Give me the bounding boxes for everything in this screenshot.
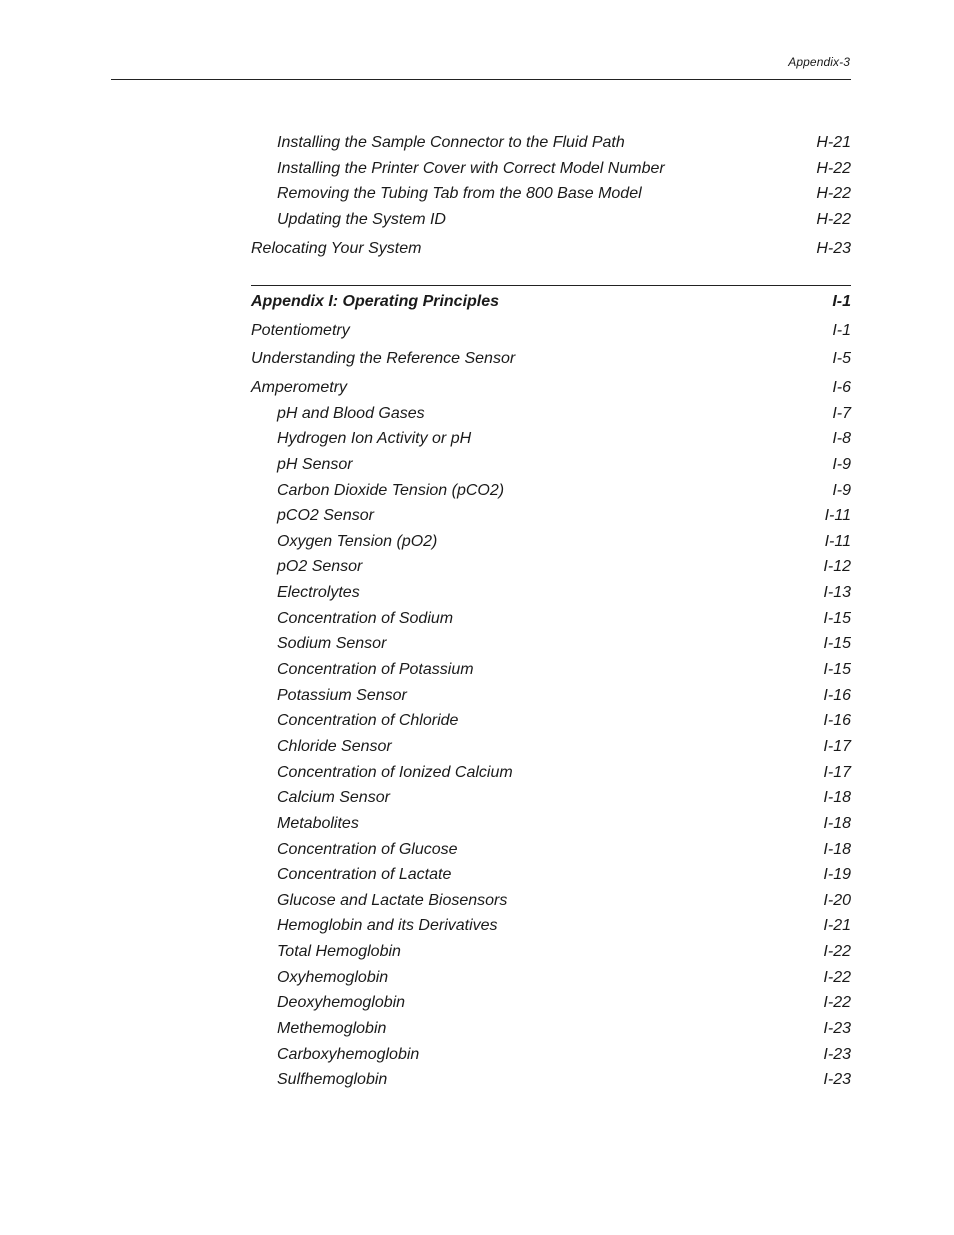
toc-entry-title: Glucose and Lactate Biosensors: [277, 892, 508, 909]
toc-entry[interactable]: [251, 891, 851, 911]
toc-entry[interactable]: [251, 942, 851, 962]
toc-entry[interactable]: [251, 557, 851, 577]
toc-entry-title: Sodium Sensor: [277, 635, 387, 652]
toc-entry-title: Carboxyhemoglobin: [277, 1046, 420, 1063]
toc-entry-page: I-16: [823, 687, 851, 704]
toc-entry-page: I-22: [823, 943, 851, 960]
toc-entry-page: I-18: [823, 789, 851, 806]
section-divider: [251, 285, 851, 286]
toc-entry-title: Total Hemoglobin: [277, 943, 401, 960]
toc-entry-page: I-17: [823, 764, 851, 781]
toc-entry[interactable]: [251, 814, 851, 834]
toc-entry[interactable]: [251, 968, 851, 988]
toc-entry-page: I-11: [824, 533, 851, 550]
toc-entry-page: I-21: [823, 917, 851, 934]
toc-entry-title: Chloride Sensor: [277, 738, 392, 755]
toc-entry-page: I-5: [832, 350, 851, 367]
toc-entry-page: I-11: [824, 507, 851, 524]
toc-entry[interactable]: [251, 660, 851, 680]
toc-entry-page: I-15: [823, 610, 851, 627]
toc-entry-title: Sulfhemoglobin: [277, 1071, 388, 1088]
toc-entry-page: I-1: [832, 322, 851, 339]
toc-entry-page: I-22: [823, 969, 851, 986]
toc-entry[interactable]: [251, 133, 851, 153]
toc-entry[interactable]: [251, 788, 851, 808]
toc-entry-title: Installing the Sample Connector to the Fluid Path: [277, 134, 625, 151]
toc-entry[interactable]: [251, 1070, 851, 1090]
toc-entry[interactable]: [251, 609, 851, 629]
toc-entry[interactable]: [251, 404, 851, 424]
toc-entry[interactable]: [251, 210, 851, 230]
toc-entry-title: Oxygen Tension (pO2): [277, 533, 438, 550]
toc-entry[interactable]: [251, 455, 851, 475]
toc-entry[interactable]: [251, 1045, 851, 1065]
toc-entry-title: Calcium Sensor: [277, 789, 390, 806]
toc-entry[interactable]: [251, 993, 851, 1013]
toc-entry-page: I-13: [823, 584, 851, 601]
toc-entry[interactable]: [251, 840, 851, 860]
appendix-heading-page: I-1: [832, 293, 851, 310]
toc-entry-page: H-21: [816, 134, 851, 151]
toc-entry-page: I-18: [823, 841, 851, 858]
toc-entry-title: pH Sensor: [277, 456, 353, 473]
toc-entry-title: Concentration of Lactate: [277, 866, 452, 883]
toc-entry-page: I-18: [823, 815, 851, 832]
toc-entry-page: H-23: [816, 240, 851, 257]
toc-entry[interactable]: [251, 634, 851, 654]
toc-entry-title: Updating the System ID: [277, 211, 446, 228]
toc-entry[interactable]: [251, 506, 851, 526]
running-head: Appendix-3: [788, 55, 850, 69]
toc-entry-title: Understanding the Reference Sensor: [251, 350, 516, 367]
toc-entry-title: Removing the Tubing Tab from the 800 Base Model: [277, 185, 642, 202]
toc-entry-title: Methemoglobin: [277, 1020, 387, 1037]
toc-entry[interactable]: [251, 763, 851, 783]
toc-entry-page: I-7: [832, 405, 851, 422]
toc-entry-page: I-12: [823, 558, 851, 575]
toc-entry[interactable]: [251, 239, 851, 259]
toc-entry-page: I-22: [823, 994, 851, 1011]
toc-entry-page: I-15: [823, 661, 851, 678]
toc-entry-page: I-6: [832, 379, 851, 396]
toc-entry[interactable]: [251, 865, 851, 885]
toc-entry-page: I-16: [823, 712, 851, 729]
toc-entry[interactable]: [251, 184, 851, 204]
toc-entry-page: I-9: [832, 456, 851, 473]
toc-entry-page: I-23: [823, 1046, 851, 1063]
toc-entry-title: Potentiometry: [251, 322, 350, 339]
header-rule: [111, 79, 851, 80]
toc-entry-page: I-8: [832, 430, 851, 447]
toc-entry-title: Hemoglobin and its Derivatives: [277, 917, 498, 934]
toc-entry[interactable]: [251, 159, 851, 179]
toc-entry-page: H-22: [816, 185, 851, 202]
toc-entry-page: I-9: [832, 482, 851, 499]
toc-entry[interactable]: [251, 349, 851, 369]
toc-entry[interactable]: [251, 1019, 851, 1039]
toc-entry-page: I-23: [823, 1071, 851, 1088]
toc-entry-title: Metabolites: [277, 815, 359, 832]
toc-entry-page: I-19: [823, 866, 851, 883]
toc-entry-title: Concentration of Potassium: [277, 661, 474, 678]
toc-entry-title: pH and Blood Gases: [277, 405, 425, 422]
toc-entry-title: Electrolytes: [277, 584, 360, 601]
toc-entry-title: Concentration of Chloride: [277, 712, 459, 729]
toc-entry-title: Oxyhemoglobin: [277, 969, 389, 986]
toc-entry-title: pCO2 Sensor: [277, 507, 374, 524]
toc-entry-page: H-22: [816, 211, 851, 228]
toc-entry[interactable]: [251, 481, 851, 501]
toc-entry-title: pO2 Sensor: [277, 558, 363, 575]
toc-entry-title: Potassium Sensor: [277, 687, 407, 704]
toc-entry[interactable]: [251, 429, 851, 449]
toc-entry-page: I-17: [823, 738, 851, 755]
appendix-heading[interactable]: [251, 292, 851, 312]
toc-entry-title: Installing the Printer Cover with Correct Model Number: [277, 160, 665, 177]
toc-entry-title: Concentration of Glucose: [277, 841, 458, 858]
toc-entry-title: Carbon Dioxide Tension (pCO2): [277, 482, 505, 499]
appendix-heading-title: Appendix I: Operating Principles: [251, 293, 500, 310]
toc-entry[interactable]: [251, 321, 851, 341]
toc-entry[interactable]: [251, 686, 851, 706]
toc-entry[interactable]: [251, 583, 851, 603]
toc-entry-title: Deoxyhemoglobin: [277, 994, 406, 1011]
toc-entry[interactable]: [251, 916, 851, 936]
toc-entry-page: I-23: [823, 1020, 851, 1037]
toc-entry-page: H-22: [816, 160, 851, 177]
toc-entry[interactable]: [251, 737, 851, 757]
toc-entry-title: Amperometry: [251, 379, 348, 396]
toc-entry-page: I-15: [823, 635, 851, 652]
toc-entry-title: Concentration of Sodium: [277, 610, 454, 627]
toc-entry-title: Hydrogen Ion Activity or pH: [277, 430, 472, 447]
toc-entry-title: Concentration of Ionized Calcium: [277, 764, 513, 781]
toc-entry[interactable]: [251, 711, 851, 731]
toc-entry-page: I-20: [823, 892, 851, 909]
toc-entry[interactable]: [251, 532, 851, 552]
toc-entry[interactable]: [251, 378, 851, 398]
toc-entry-title: Relocating Your System: [251, 240, 422, 257]
